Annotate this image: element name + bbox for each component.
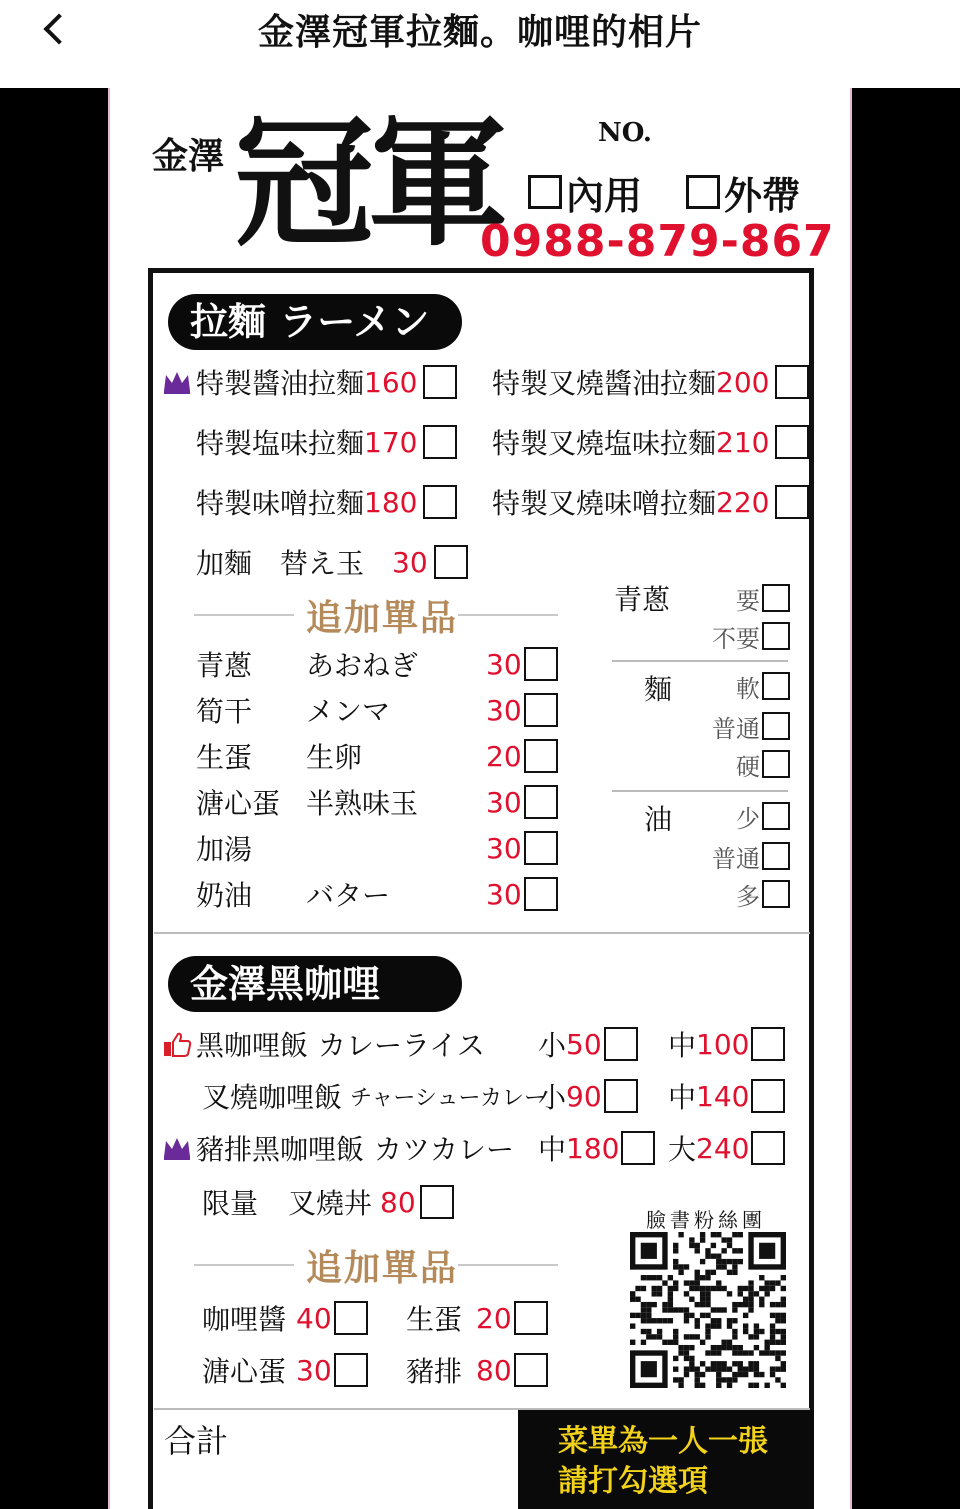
curry-addon-item: 生蛋 20 [406, 1298, 548, 1338]
item-checkbox [524, 785, 558, 819]
oil-option-label: 油 [644, 803, 673, 836]
curry-addon-item: 豬排 80 [406, 1350, 548, 1390]
heading-rule [194, 614, 294, 616]
ramen-addon-item: 溏心蛋 半熟味玉 30 [196, 782, 558, 822]
crown-icon [162, 1135, 192, 1161]
curry-size-price: 小 50 [538, 1024, 638, 1064]
total-label: 合計 [164, 1422, 229, 1460]
curry-size-price: 中 180 [538, 1128, 655, 1168]
heading-rule [458, 1264, 558, 1266]
ramen-section-title: 拉麵 ラーメン [168, 294, 462, 350]
item-checkbox [775, 425, 809, 459]
brand-logo: 冠軍 [234, 102, 503, 266]
option-choice: 硬 [670, 748, 790, 780]
curry-item: 叉燒咖哩飯 チャーシューカレー [202, 1081, 547, 1114]
item-checkbox [423, 425, 457, 459]
curry-size-price: 中 100 [668, 1024, 785, 1064]
photo-viewer[interactable] [0, 88, 960, 1509]
ramen-addon-item: 青蔥 あおねぎ 30 [196, 644, 558, 684]
item-checkbox [604, 1079, 638, 1113]
notice-line: 菜單為一人一張 [558, 1424, 768, 1459]
dine-in-checkbox [528, 175, 562, 209]
item-checkbox [751, 1079, 785, 1113]
item-checkbox [420, 1185, 454, 1219]
item-checkbox [621, 1131, 655, 1165]
option-choice: 普通 [670, 710, 790, 742]
limited-item: 限量 叉燒丼 80 [202, 1182, 454, 1222]
item-checkbox [524, 831, 558, 865]
scallion-option-label: 青蔥 [614, 583, 671, 616]
curry-size-price: 中 140 [668, 1076, 785, 1116]
option-divider [612, 660, 788, 662]
curry-item: 黑咖哩飯 カレーライス [162, 1024, 514, 1064]
curry-item: 豬排黑咖哩飯 カツカレー [162, 1128, 514, 1168]
ramen-item: 特製塩味拉麵 170 [196, 422, 457, 462]
page-title: 金澤冠軍拉麵。咖哩的相片 [257, 12, 702, 53]
option-choice: 要 [670, 582, 790, 614]
curry-addons-heading: 追加單品 [306, 1248, 459, 1289]
curry-size-price: 小 90 [538, 1076, 638, 1116]
item-checkbox [775, 485, 809, 519]
dine-in-option [528, 170, 643, 218]
heading-rule [458, 614, 558, 616]
takeout-checkbox [686, 175, 720, 209]
ramen-addon-item: 筍干 メンマ 30 [196, 690, 558, 730]
extra-noodle-item: 加麵 替え玉 30 [196, 542, 468, 582]
item-checkbox [751, 1027, 785, 1061]
ramen-addon-item: 奶油 バター 30 [196, 874, 558, 914]
crown-icon [162, 369, 192, 395]
notice-line: 請打勾選項 [558, 1464, 708, 1499]
curry-addon-item: 咖哩醬 40 [202, 1298, 368, 1338]
item-checkbox [604, 1027, 638, 1061]
menu-sheet [108, 88, 852, 1509]
ramen-addon-item: 生蛋 生卵 20 [196, 736, 558, 776]
option-choice: 不要 [670, 620, 790, 652]
item-checkbox [423, 485, 457, 519]
item-checkbox [524, 739, 558, 773]
thumbs-up-icon [162, 1031, 192, 1057]
ramen-item: 特製叉燒醬油拉麵 200 [492, 362, 809, 402]
option-divider [612, 790, 788, 792]
item-checkbox [524, 877, 558, 911]
option-choice: 少 [670, 800, 790, 832]
takeout-option [686, 170, 801, 218]
ramen-item: 特製叉燒味噌拉麵 220 [492, 482, 809, 522]
brand-small: 金澤 [152, 135, 225, 177]
qr-caption: 臉書粉絲團 [646, 1208, 766, 1232]
curry-size-price: 大 240 [668, 1128, 785, 1168]
ramen-item: 特製味噌拉麵 180 [196, 482, 457, 522]
phone-number: 0988-879-867 [480, 216, 835, 267]
option-choice: 軟 [670, 670, 790, 702]
item-checkbox [423, 365, 457, 399]
section-divider [154, 932, 810, 934]
item-checkbox [751, 1131, 785, 1165]
ramen-addon-item: 加湯 30 [196, 828, 558, 868]
curry-addon-item: 溏心蛋 30 [202, 1350, 368, 1390]
item-checkbox [775, 365, 809, 399]
item-checkbox [524, 647, 558, 681]
option-choice: 多 [670, 878, 790, 910]
ramen-item: 特製醬油拉麵 160 [162, 362, 457, 402]
order-number-label: NO. [598, 118, 652, 148]
ramen-addons-heading: 追加單品 [306, 598, 459, 639]
app-bar [0, 0, 960, 88]
noodle-option-label: 麵 [644, 673, 673, 706]
item-checkbox [434, 545, 468, 579]
item-checkbox [524, 693, 558, 727]
curry-section-title: 金澤黑咖哩 [168, 956, 462, 1012]
qr-code-icon [630, 1232, 786, 1388]
ramen-item: 特製叉燒塩味拉麵 210 [492, 422, 809, 462]
option-choice: 普通 [670, 840, 790, 872]
notice-box [518, 1410, 814, 1509]
dine-in-label: 內用 [566, 173, 643, 218]
takeout-label: 外帶 [724, 173, 801, 218]
heading-rule [194, 1264, 294, 1266]
